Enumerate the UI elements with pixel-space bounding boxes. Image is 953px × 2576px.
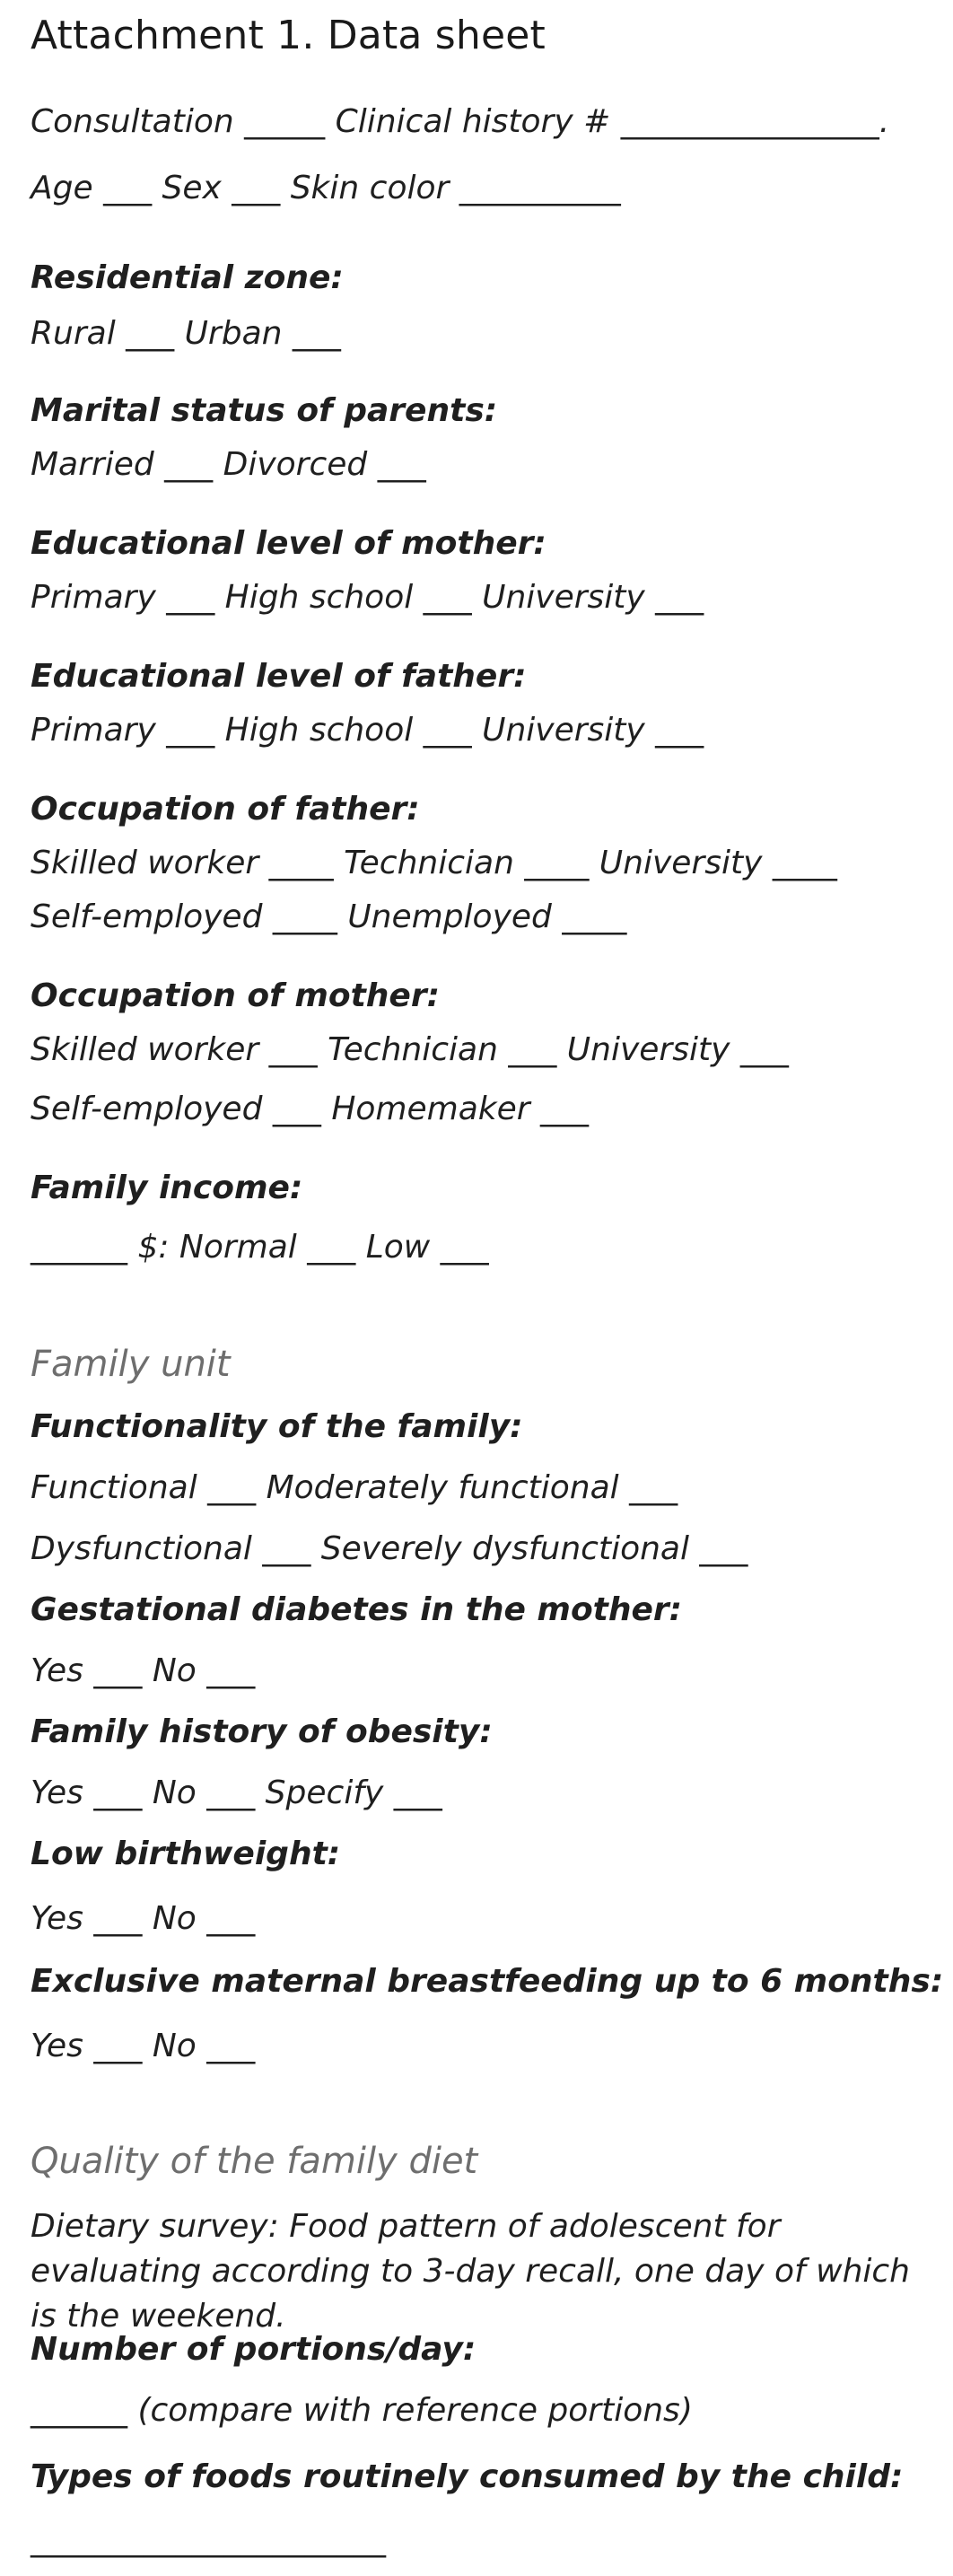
marital-status-options: Married ___ Divorced ___ xyxy=(31,446,426,483)
age-sex-skin-line: Age ___ Sex ___ Skin color __________ xyxy=(31,170,621,206)
consultation-line: Consultation _____ Clinical history # ________________. xyxy=(31,103,890,140)
food-types-label: Types of foods routinely consumed by the child: xyxy=(31,2458,904,2495)
family-unit-heading: Family unit xyxy=(31,1344,231,1385)
occupation-mother-label: Occupation of mother: xyxy=(31,977,440,1014)
residential-zone-options: Rural ___ Urban ___ xyxy=(31,315,341,352)
portions-label: Number of portions/day: xyxy=(31,2331,476,2368)
occupation-father-options-1: Skilled worker ____ Technician ____ University ____ xyxy=(31,845,837,881)
residential-zone-label: Residential zone: xyxy=(31,259,344,296)
diet-quality-heading: Quality of the family diet xyxy=(31,2141,478,2182)
education-mother-options: Primary ___ High school ___ University ___ xyxy=(31,579,704,616)
family-income-options: ______ $: Normal ___ Low ___ xyxy=(31,1229,489,1266)
education-mother-label: Educational level of mother: xyxy=(31,525,546,562)
occupation-father-options-2: Self-employed ____ Unemployed ____ xyxy=(31,898,627,935)
family-functionality-label: Functionality of the family: xyxy=(31,1408,523,1445)
obesity-history-options: Yes ___ No ___ Specify ___ xyxy=(31,1774,442,1811)
marital-status-label: Marital status of parents: xyxy=(31,392,498,429)
dietary-survey-text: Dietary survey: Food pattern of adolescent for evaluating according to 3-day recall, one day of which is the weekend. xyxy=(31,2208,910,2335)
obesity-history-label: Family history of obesity: xyxy=(31,1713,493,1750)
family-functionality-options-2: Dysfunctional ___ Severely dysfunctional ___ xyxy=(31,1530,748,1567)
food-types-blank: ______________________ xyxy=(31,2521,386,2558)
low-birthweight-options: Yes ___ No ___ xyxy=(31,1900,256,1937)
occupation-father-label: Occupation of father: xyxy=(31,791,420,828)
low-birthweight-label: Low birthweight: xyxy=(31,1836,341,1872)
gestational-diabetes-label: Gestational diabetes in the mother: xyxy=(31,1591,683,1628)
family-functionality-options-1: Functional ___ Moderately functional ___ xyxy=(31,1469,678,1506)
breastfeeding-label: Exclusive maternal breastfeeding up to 6 months: xyxy=(31,1963,944,2000)
portions-options: ______ (compare with reference portions) xyxy=(31,2392,693,2429)
gestational-diabetes-options: Yes ___ No ___ xyxy=(31,1652,256,1689)
occupation-mother-options-1: Skilled worker ___ Technician ___ University ___ xyxy=(31,1031,789,1068)
education-father-options: Primary ___ High school ___ University ___ xyxy=(31,712,704,749)
breastfeeding-options: Yes ___ No ___ xyxy=(31,2028,256,2064)
family-income-label: Family income: xyxy=(31,1170,303,1206)
education-father-label: Educational level of father: xyxy=(31,658,527,695)
page-title: Attachment 1. Data sheet xyxy=(31,13,546,58)
occupation-mother-options-2: Self-employed ___ Homemaker ___ xyxy=(31,1091,590,1127)
